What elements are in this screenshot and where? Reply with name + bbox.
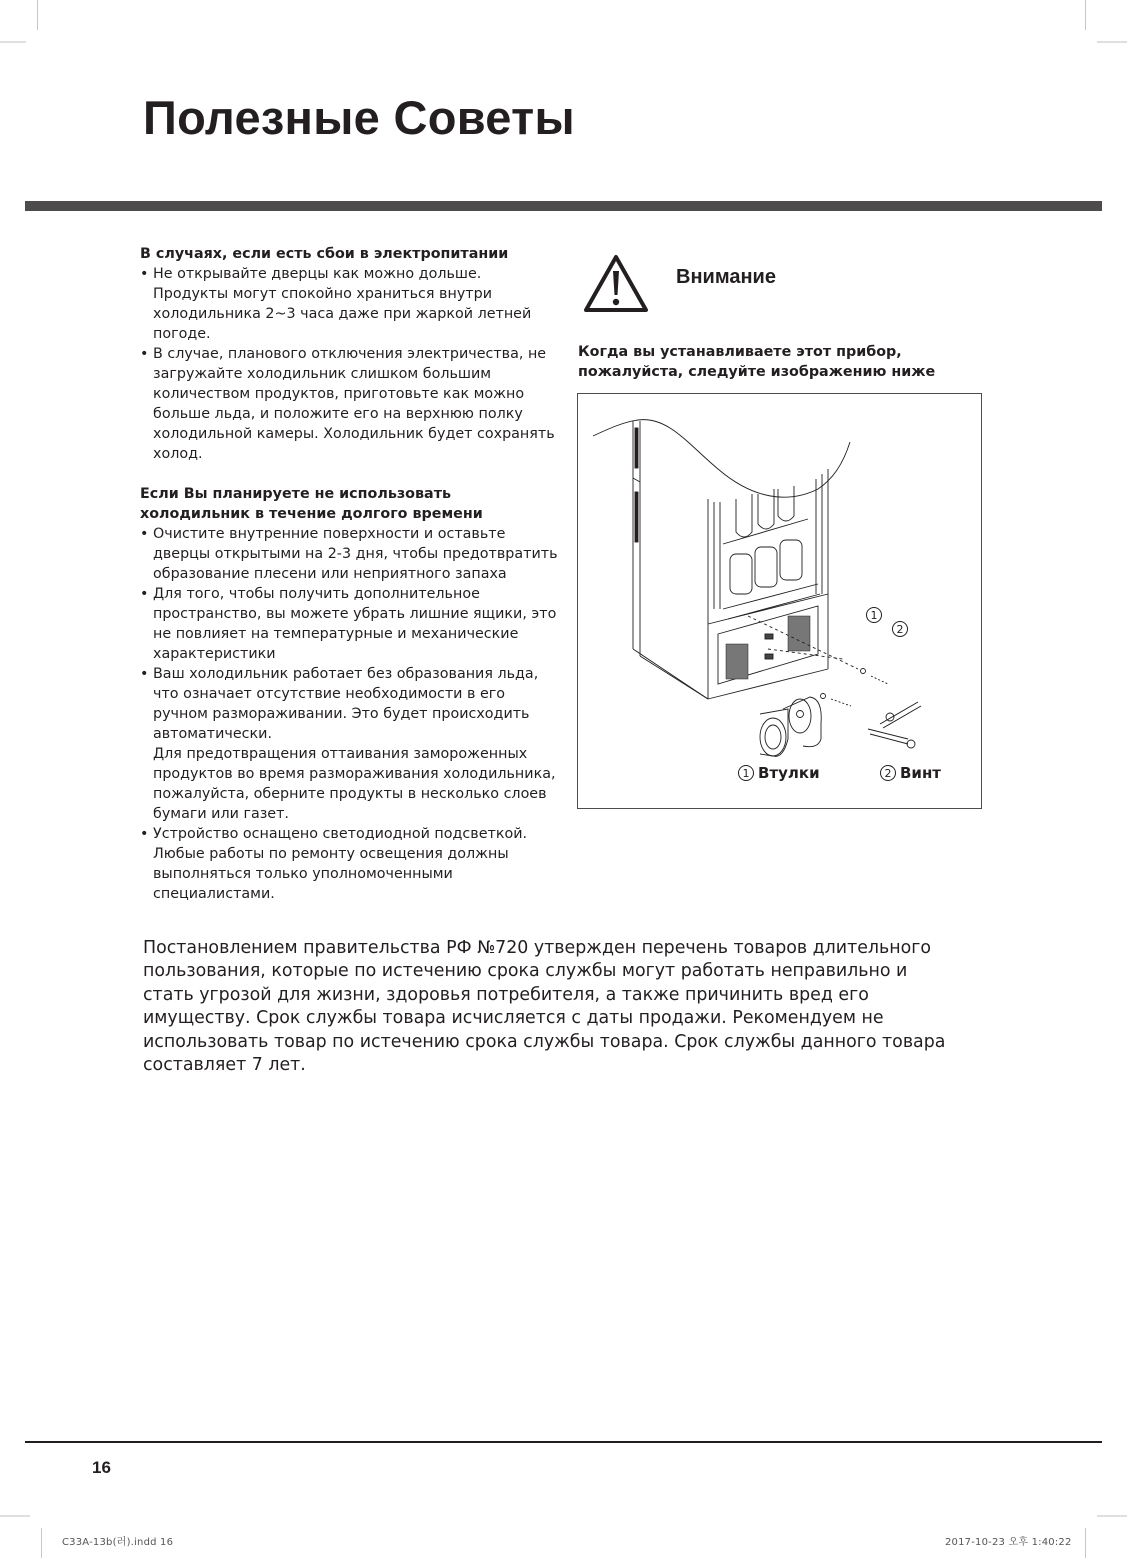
long-absence-heading: Если Вы планируете не использовать холодильник в течение долгого времени (140, 486, 483, 522)
crop-mark (1097, 1515, 1127, 1517)
legend-screw (880, 764, 941, 782)
crop-mark (37, 0, 38, 30)
footer-divider (25, 1441, 1102, 1443)
legend-bushings (738, 764, 820, 782)
title-divider-bar (25, 201, 1102, 211)
legend-label: Втулки (758, 764, 820, 782)
crop-mark (1085, 0, 1086, 30)
list-item: • Для того, чтобы получить дополнительное пространство, вы можете убрать лишние ящики, это не повлияет на температурные и механические характеристики (140, 584, 560, 664)
callout-2: 2 (892, 621, 908, 637)
crop-mark (0, 41, 26, 43)
list-item: • В случае, планового отключения электричества, не загружайте холодильник слишком большим количеством продуктов, приготовьте как можно больше льда, и положите его на верхнюю полку холодильной камеры. Холодильник будет сохранять холод. (140, 344, 560, 464)
crop-mark (41, 1528, 42, 1558)
list-item-text: • Ваш холодильник работает без образования льда, что означает отсутствие необходимости в его ручном размораживании. Это будет происходить автоматически. (153, 666, 539, 742)
legend-number: 1 (738, 765, 754, 781)
crop-mark (1085, 1528, 1086, 1558)
list-item-extra: Для предотвращения оттаивания замороженных продуктов во время размораживания холодильника, пожалуйста, оберните продукты в несколько слоев бумаги или газет. (153, 746, 556, 822)
installation-figure (577, 393, 982, 809)
list-item: • Не открывайте дверцы как можно дольше. Продукты могут спокойно храниться внутри холодильника 2~3 часа даже при жаркой летней погоде. (140, 264, 560, 344)
list-item (140, 664, 560, 824)
callout-1: 1 (866, 607, 882, 623)
long-absence-list (140, 524, 560, 904)
fridge-back-illustration (578, 394, 983, 810)
install-heading: Когда вы устанавливаете этот прибор, пожалуйста, следуйте изображению ниже (578, 344, 936, 380)
left-column (140, 244, 560, 904)
legend-label: Винт (900, 764, 942, 782)
crop-mark (0, 1515, 30, 1517)
warning-triangle-icon (583, 253, 649, 313)
slug-filename: C33A-13b(러).indd 16 (62, 1537, 174, 1548)
power-failure-heading: В случаях, если есть сбои в электропитании (140, 246, 509, 262)
list-item: • Устройство оснащено светодиодной подсветкой. Любые работы по ремонту освещения должны выполняться только уполномоченными специалистами. (140, 824, 560, 904)
service-life-notice: Постановлением правительства РФ №720 утвержден перечень товаров длительного пользования, которые по истечению срока службы могут работать неправильно и стать угрозой для жизни, здоровья потребителя, а также причинить вред его имуществу. Срок службы товара исчисляется с даты продажи. Рекомендуем не использовать товар по истечению срока службы товара. Срок службы данного товара составляет 7 лет. (143, 938, 946, 1076)
legend-number: 2 (880, 765, 896, 781)
warning-label: Внимание (676, 266, 776, 288)
page-title: Полезные Советы (143, 91, 575, 144)
list-item: • Очистите внутренние поверхности и оставьте дверцы открытыми на 2-3 дня, чтобы предотвратить образование плесени или неприятного запаха (140, 524, 560, 584)
slug-timestamp: 2017-10-23 오후 1:40:22 (945, 1537, 1072, 1548)
power-failure-list (140, 264, 560, 464)
page-number: 16 (92, 1458, 111, 1477)
crop-mark (1097, 41, 1127, 43)
